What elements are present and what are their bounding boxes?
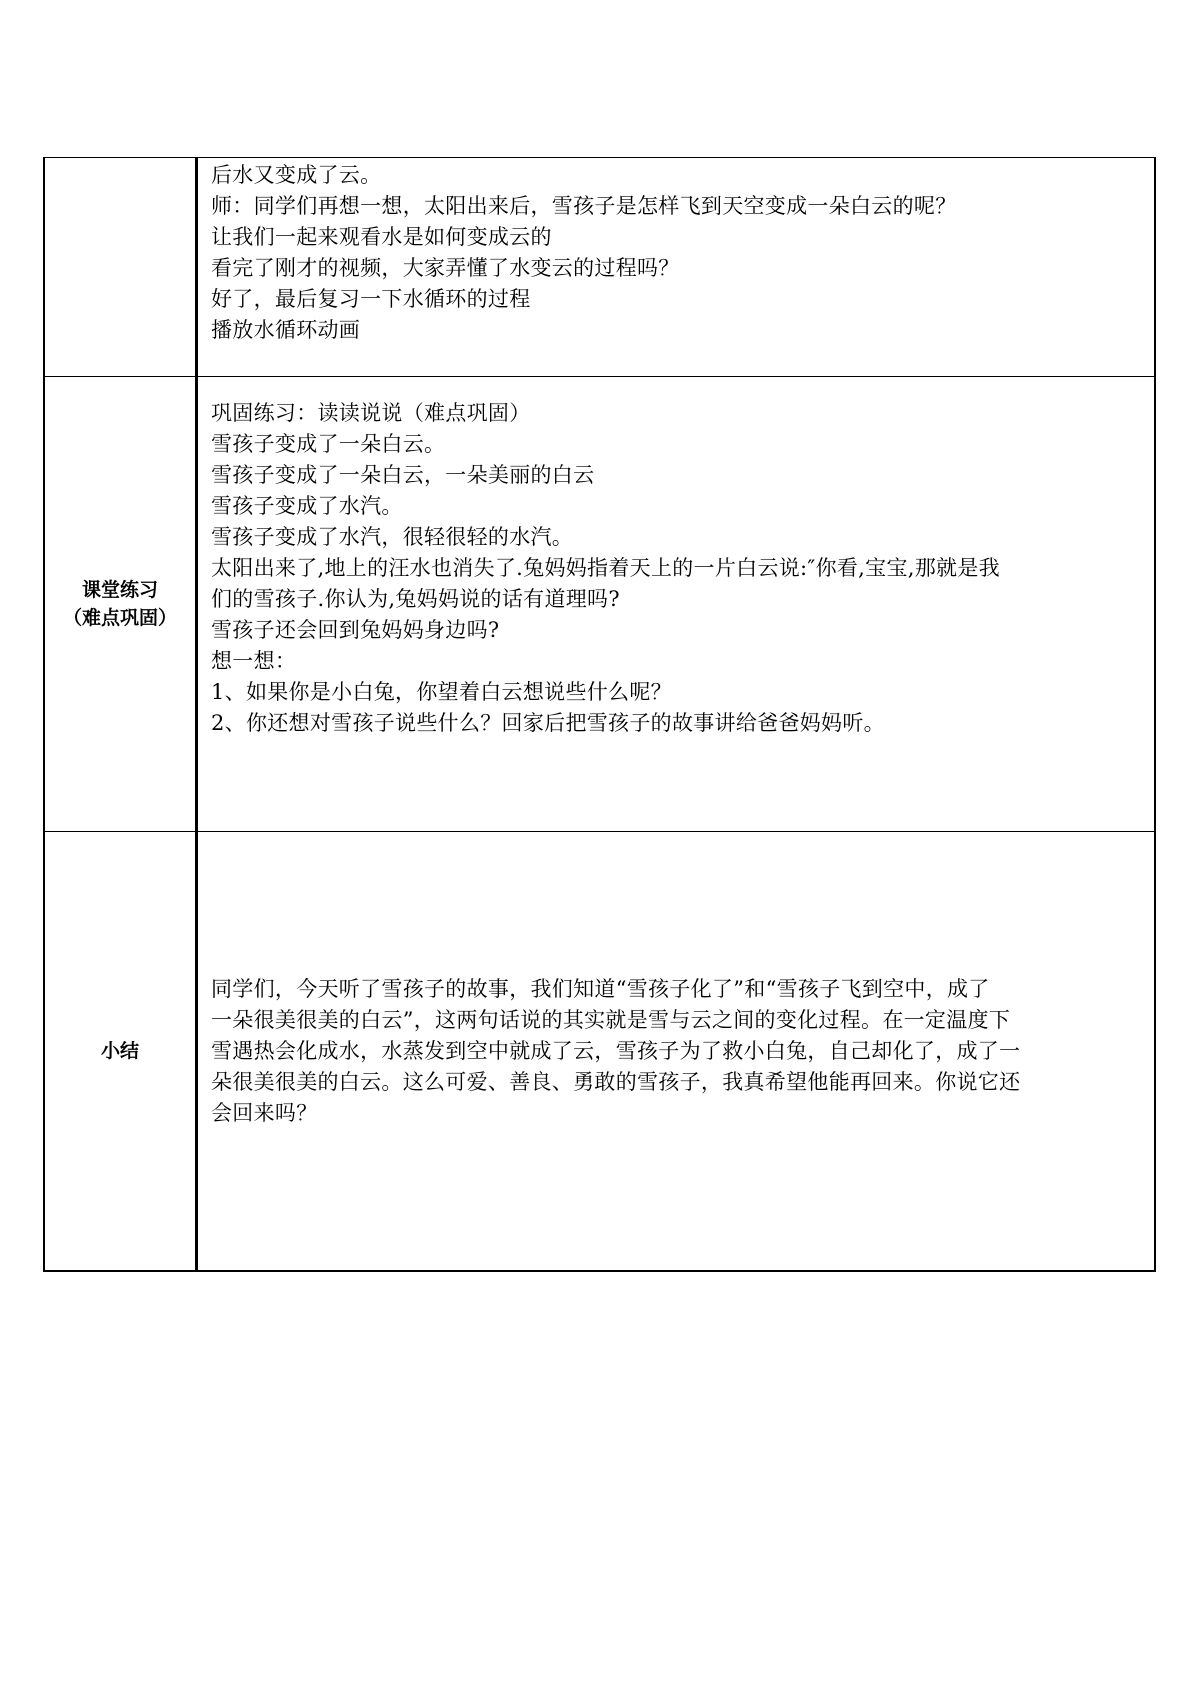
row-label-cell xyxy=(44,832,197,1272)
content-line: 师：同学们再想一想，太阳出来后，雪孩子是怎样飞到天空变成一朵白云的呢？ xyxy=(211,194,957,218)
row-label-sub: （难点巩固） xyxy=(62,607,177,629)
content-line: 看完了刚才的视频，大家弄懂了水变云的过程吗？ xyxy=(211,256,680,280)
content-line: 雪孩子变成了一朵白云，一朵美丽的白云 xyxy=(211,463,595,487)
row-content-cell xyxy=(197,377,1156,832)
content-line: 朵很美很美的白云。这么可爱、善良、勇敢的雪孩子，我真希望他能再回来。你说它还 xyxy=(211,1069,1021,1094)
content-line: 1、如果你是小白兔，你望着白云想说些什么呢？ xyxy=(211,680,672,704)
content-line: 同学们，今天听了雪孩子的故事，我们知道“雪孩子化了”和“雪孩子飞到空中，成了 xyxy=(211,976,990,1001)
content-line: 想一想： xyxy=(211,649,297,673)
row-label-cell xyxy=(44,377,197,832)
table-row xyxy=(44,377,1155,832)
content-line: 好了，最后复习一下水循环的过程 xyxy=(211,287,531,311)
content-line: 巩固练习：读读说说（难点巩固） xyxy=(211,401,531,425)
row-content xyxy=(198,377,1154,739)
lesson-plan-table xyxy=(43,157,1156,1272)
row-label: 小结 xyxy=(100,1040,139,1062)
row-content-cell xyxy=(197,158,1156,377)
content-line: 雪孩子还会回到兔妈妈身边吗? xyxy=(211,618,500,642)
content-line: 雪孩子变成了水汽。 xyxy=(211,494,403,518)
content-line: 雪孩子变成了一朵白云。 xyxy=(211,432,446,456)
content-line: 后水又变成了云。 xyxy=(211,163,382,187)
content-line: 会回来吗？ xyxy=(211,1100,318,1125)
content-line: 播放水循环动画 xyxy=(211,318,361,342)
table-row xyxy=(44,832,1155,1272)
content-line: 让我们一起来观看水是如何变成云的 xyxy=(211,225,552,249)
content-line: 2、你还想对雪孩子说些什么？回家后把雪孩子的故事讲给爸爸妈妈听。 xyxy=(211,711,885,735)
row-label: 课堂练习 xyxy=(81,579,158,601)
content-line: 雪遇热会化成水，水蒸发到空中就成了云，雪孩子为了救小白兔，自己却化了，成了一 xyxy=(211,1038,1021,1063)
row-content xyxy=(198,158,1154,346)
content-line: 雪孩子变成了水汽，很轻很轻的水汽。 xyxy=(211,525,574,549)
row-content-cell xyxy=(197,832,1156,1272)
content-line: 一朵很美很美的白云”，这两句话说的其实就是雪与云之间的变化过程。在一定温度下 xyxy=(211,1007,1011,1032)
content-line: 们的雪孩子.你认为,兔妈妈说的话有道理吗? xyxy=(211,587,620,611)
content-line: 太阳出来了,地上的汪水也消失了.兔妈妈指着天上的一片白云说:″你看,宝宝,那就是我 xyxy=(211,556,1000,580)
table-row xyxy=(44,158,1155,377)
row-content xyxy=(198,832,1154,1270)
row-label-cell xyxy=(44,158,197,377)
